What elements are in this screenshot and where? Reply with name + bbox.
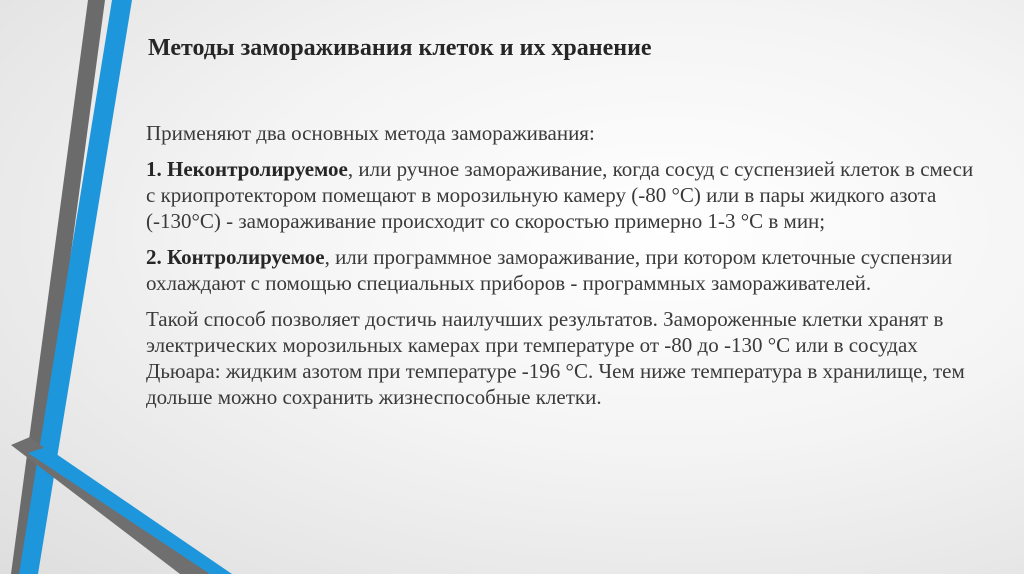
method1-label: 1. Неконтролируемое	[146, 157, 348, 181]
method2-text: , или программное замораживание, при котором клеточные суспензии охлаждают с помощью специальных приборов - программных замораживателей.	[146, 245, 953, 295]
storage-paragraph: Такой способ позволяет достичь наилучших результатов. Замороженные клетки хранят в электрических морозильных камерах при температуре от -80 до -130 °С или в сосудах Дьюара: жидким азотом при температуре -196 °С. Чем ниже температура в хранилище, тем дольше можно сохранить жизнеспособные клетки.	[146, 307, 965, 409]
method1-text: , или ручное замораживание, когда сосуд с суспензией клеток в смеси с криопротектором помещают в морозильную камеру (-80 °С) или в пары жидкого азота (-130°С) - замораживание происходит со скоростью примерно 1-3 °С в мин;	[146, 157, 974, 233]
slide-title: Методы замораживания клеток и их хранение	[148, 35, 652, 61]
method2-label: 2. Контролируемое	[146, 245, 325, 269]
method2-paragraph	[146, 244, 976, 296]
intro-paragraph: Применяют два основных метода замораживания:	[146, 121, 595, 145]
method1-paragraph	[146, 156, 976, 234]
blue-diagonal-band	[28, 447, 232, 574]
slide-body	[146, 120, 976, 420]
